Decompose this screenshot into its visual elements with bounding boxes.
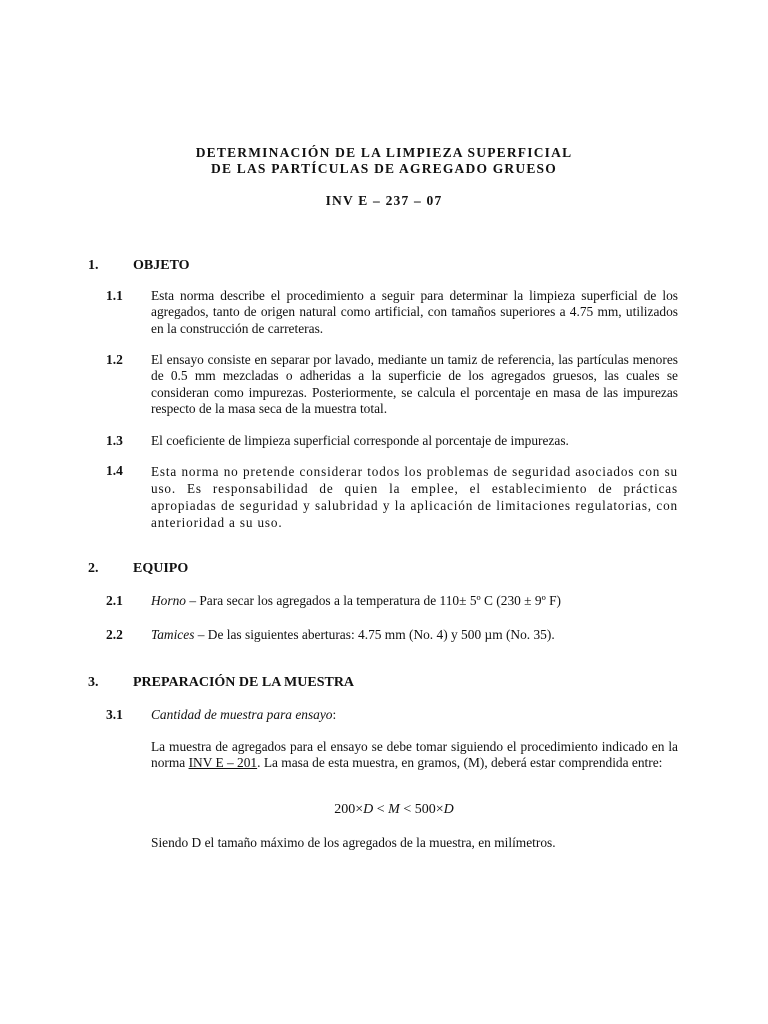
- section-title-preparacion: PREPARACIÓN DE LA MUESTRA: [133, 675, 355, 690]
- term-tamices: Tamices: [151, 627, 195, 642]
- document-title-line-1: DETERMINACIÓN DE LA LIMPIEZA SUPERFICIAL: [195, 145, 573, 160]
- paragraph-2-1: [151, 593, 678, 609]
- section-number: 2.: [88, 561, 99, 576]
- paragraph-2-1-text: – Para secar los agregados a la temperatura de 110± 5º C (230 ± 9º F): [185, 593, 561, 608]
- norm-code: INV E – 237 – 07: [325, 193, 443, 208]
- paragraph-1-2: El ensayo consiste en separar por lavado, mediante un tamiz de referencia, las partículas menores de 0.5 mm mezcladas o adheridas a la superficie de los agregados gruesos, las cuales se consideran como impurezas. Posteriormente, se calcula el porcentaje en masa de las impurezas respecto de la masa seca de la muestra total.: [151, 352, 678, 416]
- item-number: 1.3: [106, 433, 123, 448]
- section-title-equipo: EQUIPO: [133, 561, 189, 576]
- paragraph-3-1-text-a: La muestra de agregados para el ensayo se debe tomar siguiendo el procedimiento indicado en la norma: [151, 739, 678, 771]
- item-number: 2.1: [106, 593, 123, 608]
- paragraph-2-2-text: – De las siguientes aberturas: 4.75 mm (No. 4) y 500 µm (No. 35).: [194, 627, 555, 642]
- formula-lt-2: <: [399, 802, 415, 817]
- formula-left-num: 200×: [334, 802, 364, 817]
- mass-range-formula: [0, 802, 768, 818]
- norm-reference-link[interactable]: INV E – 201: [188, 755, 258, 771]
- section-title-objeto: OBJETO: [133, 258, 190, 273]
- term-suffix: :: [332, 707, 337, 722]
- formula-right-var: D: [443, 802, 454, 817]
- paragraph-1-1: Esta norma describe el procedimiento a seguir para determinar la limpieza superficial de los agregados, tanto de origen natural como artificial, con tamaños superiores a 4.75 mm, utilizados en la construcción de carreteras.: [151, 288, 678, 336]
- subheading-3-1: [151, 707, 678, 723]
- item-number: 1.4: [106, 463, 123, 478]
- item-number: 1.2: [106, 352, 123, 367]
- paragraph-3-1-text-b: . La masa de esta muestra, en gramos, (M), deberá estar comprendida entre:: [257, 755, 663, 771]
- paragraph-1-3: El coeficiente de limpieza superficial corresponde al porcentaje de impurezas.: [151, 433, 569, 448]
- paragraph-3-1: [151, 739, 678, 772]
- paragraph-3-1-definition: Siendo D el tamaño máximo de los agregados de la muestra, en milímetros.: [151, 835, 556, 850]
- document-title-line-2: DE LAS PARTÍCULAS DE AGREGADO GRUESO: [211, 161, 557, 176]
- paragraph-2-2: [151, 627, 678, 643]
- term-cantidad-muestra: Cantidad de muestra para ensayo: [151, 707, 333, 722]
- section-number: 3.: [88, 675, 99, 690]
- section-number: 1.: [88, 258, 99, 273]
- formula-left-var: D: [363, 802, 374, 817]
- formula-lt-1: <: [373, 802, 389, 817]
- item-number: 3.1: [106, 707, 123, 722]
- item-number: 2.2: [106, 627, 123, 642]
- item-number: 1.1: [106, 288, 123, 303]
- paragraph-1-4: Esta norma no pretende considerar todos los problemas de seguridad asociados con su uso. Es responsabilidad de quien la emplee, el establecimiento de prácticas apropiadas de seguridad y salubridad y la aplicación de limitaciones regulatorias, con anterioridad a su uso.: [151, 464, 678, 530]
- formula-right-num: 500×: [414, 802, 444, 817]
- term-horno: Horno: [151, 593, 186, 608]
- formula-mid-var: M: [388, 802, 400, 817]
